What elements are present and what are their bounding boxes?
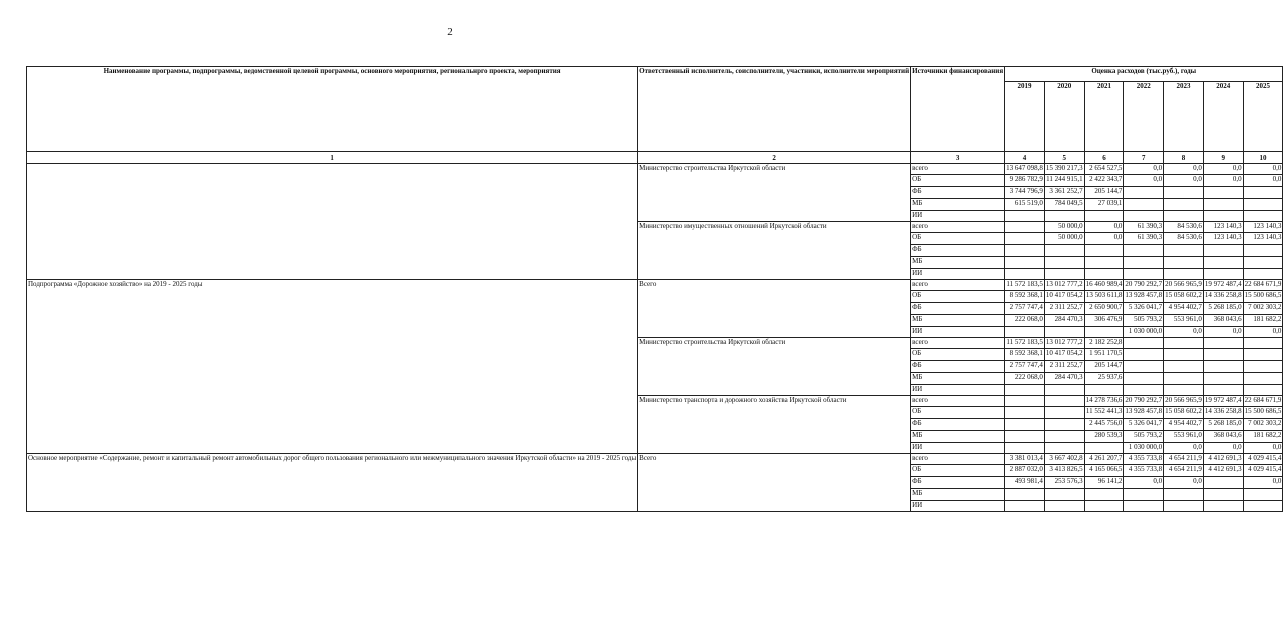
column-number: 8 [1164, 152, 1204, 164]
amount-cell: 0,0 [1243, 164, 1283, 175]
amount-cell [1164, 361, 1204, 373]
amount-cell [1044, 501, 1084, 512]
funding-source: всего [911, 280, 1005, 291]
amount-cell [1243, 199, 1283, 211]
amount-cell [1164, 269, 1204, 280]
amount-cell [1243, 349, 1283, 361]
amount-cell: 0,0 [1164, 327, 1204, 338]
header-source: Источники финансирования [911, 67, 1005, 152]
amount-cell: 5 268 185,0 [1203, 419, 1243, 431]
amount-cell: 15 058 602,2 [1164, 407, 1204, 419]
funding-source: МБ [911, 315, 1005, 327]
header-year: 2020 [1044, 82, 1084, 152]
table-row [27, 164, 1283, 175]
amount-cell [1203, 385, 1243, 396]
amount-cell: 15 058 602,2 [1164, 291, 1204, 303]
amount-cell: 2 757 747,4 [1005, 303, 1045, 315]
amount-cell [1044, 245, 1084, 257]
funding-source: МБ [911, 489, 1005, 501]
funding-source: МБ [911, 373, 1005, 385]
amount-cell [1005, 257, 1045, 269]
amount-cell: 15 390 217,3 [1044, 164, 1084, 175]
page-number: 2 [447, 26, 453, 38]
amount-cell [1124, 269, 1164, 280]
amount-cell: 84 530,6 [1164, 222, 1204, 233]
amount-cell: 11 244 915,1 [1044, 175, 1084, 187]
amount-cell: 7 002 303,2 [1243, 303, 1283, 315]
amount-cell: 0,0 [1164, 164, 1204, 175]
column-number: 10 [1243, 152, 1283, 164]
funding-source: ОБ [911, 465, 1005, 477]
amount-cell: 8 592 368,1 [1005, 291, 1045, 303]
amount-cell: 15 500 686,5 [1243, 407, 1283, 419]
amount-cell: 7 002 303,2 [1243, 419, 1283, 431]
amount-cell: 0,0 [1203, 327, 1243, 338]
amount-cell [1164, 349, 1204, 361]
amount-cell [1005, 233, 1045, 245]
amount-cell [1044, 419, 1084, 431]
amount-cell: 123 140,3 [1203, 222, 1243, 233]
amount-cell: 2 757 747,4 [1005, 361, 1045, 373]
funding-source: МБ [911, 431, 1005, 443]
amount-cell [1243, 385, 1283, 396]
header-year: 2025 [1243, 82, 1283, 152]
amount-cell: 4 954 402,7 [1164, 303, 1204, 315]
amount-cell: 4 654 211,9 [1164, 454, 1204, 465]
amount-cell: 8 592 368,1 [1005, 349, 1045, 361]
amount-cell [1203, 361, 1243, 373]
table-row [27, 280, 1283, 291]
amount-cell: 10 417 054,2 [1044, 291, 1084, 303]
amount-cell [1084, 257, 1124, 269]
amount-cell: 3 744 796,9 [1005, 187, 1045, 199]
amount-cell: 2 311 252,7 [1044, 303, 1084, 315]
amount-cell: 0,0 [1243, 175, 1283, 187]
amount-cell: 22 684 671,9 [1243, 280, 1283, 291]
header-year: 2019 [1005, 82, 1045, 152]
amount-cell [1005, 501, 1045, 512]
amount-cell: 5 326 041,7 [1124, 419, 1164, 431]
header-name: Наименование программы, подпрограммы, ведомственной целевой программы, основного мероприятия, региональнрго проекта, мероприятия [27, 67, 638, 152]
column-number: 5 [1044, 152, 1084, 164]
amount-cell [1044, 489, 1084, 501]
amount-cell [1005, 489, 1045, 501]
amount-cell [1164, 501, 1204, 512]
amount-cell: 84 530,6 [1164, 233, 1204, 245]
amount-cell: 4 654 211,9 [1164, 465, 1204, 477]
amount-cell [1203, 501, 1243, 512]
amount-cell: 0,0 [1164, 443, 1204, 454]
amount-cell: 61 390,3 [1124, 222, 1164, 233]
amount-cell: 2 182 252,8 [1084, 338, 1124, 349]
amount-cell: 4 355 733,8 [1124, 465, 1164, 477]
funding-source: ФБ [911, 477, 1005, 489]
amount-cell: 11 552 441,3 [1084, 407, 1124, 419]
funding-source: ИИ [911, 327, 1005, 338]
amount-cell: 0,0 [1203, 443, 1243, 454]
amount-cell [1044, 431, 1084, 443]
amount-cell [1084, 211, 1124, 222]
executor-name: Министерство строительства Иркутской области [638, 338, 911, 396]
amount-cell: 5 326 041,7 [1124, 303, 1164, 315]
amount-cell: 27 039,1 [1084, 199, 1124, 211]
amount-cell [1124, 187, 1164, 199]
funding-source: МБ [911, 199, 1005, 211]
amount-cell: 0,0 [1243, 327, 1283, 338]
funding-source: ФБ [911, 361, 1005, 373]
amount-cell: 50 000,0 [1044, 222, 1084, 233]
amount-cell [1164, 187, 1204, 199]
amount-cell [1005, 327, 1045, 338]
amount-cell: 368 043,6 [1203, 315, 1243, 327]
amount-cell: 181 682,2 [1243, 431, 1283, 443]
amount-cell [1164, 489, 1204, 501]
amount-cell [1164, 257, 1204, 269]
amount-cell: 20 790 292,7 [1124, 280, 1164, 291]
amount-cell [1203, 349, 1243, 361]
amount-cell [1044, 211, 1084, 222]
amount-cell: 11 572 183,5 [1005, 338, 1045, 349]
amount-cell [1243, 245, 1283, 257]
funding-source: ФБ [911, 245, 1005, 257]
amount-cell [1243, 187, 1283, 199]
amount-cell: 0,0 [1084, 222, 1124, 233]
program-name [27, 164, 638, 280]
amount-cell: 14 278 736,6 [1084, 396, 1124, 407]
amount-cell [1243, 373, 1283, 385]
amount-cell: 615 519,0 [1005, 199, 1045, 211]
header-expenses: Оценка расходов (тыс.руб.), годы [1005, 67, 1283, 82]
amount-cell: 253 576,3 [1044, 477, 1084, 489]
amount-cell: 1 030 000,0 [1124, 443, 1164, 454]
amount-cell: 4 261 207,7 [1084, 454, 1124, 465]
amount-cell [1044, 385, 1084, 396]
amount-cell [1124, 385, 1164, 396]
amount-cell: 3 361 252,7 [1044, 187, 1084, 199]
column-number: 7 [1124, 152, 1164, 164]
amount-cell [1203, 257, 1243, 269]
amount-cell [1044, 443, 1084, 454]
amount-cell [1164, 211, 1204, 222]
amount-cell: 19 972 487,4 [1203, 280, 1243, 291]
amount-cell: 3 381 013,4 [1005, 454, 1045, 465]
amount-cell: 4 412 691,3 [1203, 454, 1243, 465]
amount-cell: 50 000,0 [1044, 233, 1084, 245]
program-name: Основное мероприятие «Содержание, ремонт и капитальный ремонт автомобильных дорог общего пользования регионального или межмуниципального значения Иркутской области» на 2019 - 2025 годы [27, 454, 638, 512]
header-year: 2022 [1124, 82, 1164, 152]
executor-name: Министерство строительства Иркутской области [638, 164, 911, 222]
amount-cell: 2 887 032,0 [1005, 465, 1045, 477]
funding-source: ИИ [911, 385, 1005, 396]
amount-cell [1203, 187, 1243, 199]
amount-cell [1164, 199, 1204, 211]
amount-cell [1203, 338, 1243, 349]
table-row [27, 454, 1283, 465]
expenses-table [26, 66, 1283, 512]
amount-cell: 4 954 402,7 [1164, 419, 1204, 431]
column-number: 4 [1005, 152, 1045, 164]
column-number: 2 [638, 152, 911, 164]
funding-source: МБ [911, 257, 1005, 269]
amount-cell [1005, 407, 1045, 419]
amount-cell: 0,0 [1084, 233, 1124, 245]
amount-cell: 4 412 691,3 [1203, 465, 1243, 477]
amount-cell [1044, 257, 1084, 269]
amount-cell: 0,0 [1124, 175, 1164, 187]
amount-cell [1005, 419, 1045, 431]
amount-cell: 123 140,3 [1243, 233, 1283, 245]
amount-cell [1124, 211, 1164, 222]
amount-cell [1044, 407, 1084, 419]
program-name: Подпрограмма «Дорожное хозяйство» на 2019 - 2025 годы [27, 280, 638, 454]
column-number: 3 [911, 152, 1005, 164]
amount-cell: 14 336 258,8 [1203, 407, 1243, 419]
amount-cell [1203, 269, 1243, 280]
amount-cell [1005, 211, 1045, 222]
funding-source: ФБ [911, 419, 1005, 431]
amount-cell: 15 500 686,5 [1243, 291, 1283, 303]
amount-cell [1005, 443, 1045, 454]
amount-cell [1243, 361, 1283, 373]
funding-source: ОБ [911, 175, 1005, 187]
amount-cell: 96 141,2 [1084, 477, 1124, 489]
amount-cell: 2 422 343,7 [1084, 175, 1124, 187]
amount-cell: 306 476,9 [1084, 315, 1124, 327]
amount-cell [1164, 385, 1204, 396]
funding-source: ФБ [911, 187, 1005, 199]
amount-cell [1164, 338, 1204, 349]
funding-source: ФБ [911, 303, 1005, 315]
amount-cell: 280 539,3 [1084, 431, 1124, 443]
amount-cell: 2 650 900,7 [1084, 303, 1124, 315]
amount-cell: 368 043,6 [1203, 431, 1243, 443]
amount-cell: 10 417 054,2 [1044, 349, 1084, 361]
amount-cell: 505 793,2 [1124, 315, 1164, 327]
amount-cell: 1 951 170,5 [1084, 349, 1124, 361]
amount-cell [1084, 385, 1124, 396]
amount-cell: 13 503 611,8 [1084, 291, 1124, 303]
amount-cell [1124, 257, 1164, 269]
amount-cell: 0,0 [1243, 443, 1283, 454]
funding-source: ИИ [911, 211, 1005, 222]
amount-cell: 0,0 [1124, 164, 1164, 175]
amount-cell: 0,0 [1203, 175, 1243, 187]
executor-name: Всего [638, 454, 911, 512]
amount-cell: 22 684 671,9 [1243, 396, 1283, 407]
amount-cell [1203, 477, 1243, 489]
amount-cell [1084, 489, 1124, 501]
amount-cell: 205 144,7 [1084, 361, 1124, 373]
header-executor: Ответственный исполнитель, соисполнители, участники, исполнители мероприятий [638, 67, 911, 152]
amount-cell: 61 390,3 [1124, 233, 1164, 245]
amount-cell [1005, 222, 1045, 233]
amount-cell: 181 682,2 [1243, 315, 1283, 327]
column-number: 1 [27, 152, 638, 164]
amount-cell: 553 961,0 [1164, 315, 1204, 327]
funding-source: ИИ [911, 443, 1005, 454]
funding-source: ОБ [911, 291, 1005, 303]
amount-cell: 13 928 457,8 [1124, 407, 1164, 419]
funding-source: ОБ [911, 349, 1005, 361]
amount-cell: 2 654 527,5 [1084, 164, 1124, 175]
amount-cell: 0,0 [1124, 477, 1164, 489]
amount-cell [1124, 501, 1164, 512]
funding-source: всего [911, 222, 1005, 233]
amount-cell: 284 470,3 [1044, 315, 1084, 327]
amount-cell: 284 470,3 [1044, 373, 1084, 385]
amount-cell [1005, 269, 1045, 280]
amount-cell [1243, 489, 1283, 501]
amount-cell [1203, 373, 1243, 385]
amount-cell [1164, 373, 1204, 385]
amount-cell [1124, 245, 1164, 257]
funding-source: всего [911, 338, 1005, 349]
amount-cell [1203, 489, 1243, 501]
amount-cell [1124, 199, 1164, 211]
amount-cell: 3 667 402,8 [1044, 454, 1084, 465]
executor-name: Министерство транспорта и дорожного хозяйства Иркутской области [638, 396, 911, 454]
amount-cell [1164, 245, 1204, 257]
amount-cell [1084, 327, 1124, 338]
amount-cell: 123 140,3 [1203, 233, 1243, 245]
amount-cell [1005, 385, 1045, 396]
column-number: 6 [1084, 152, 1124, 164]
amount-cell: 9 286 782,9 [1005, 175, 1045, 187]
amount-cell: 13 012 777,2 [1044, 280, 1084, 291]
funding-source: ИИ [911, 269, 1005, 280]
amount-cell: 4 165 066,5 [1084, 465, 1124, 477]
amount-cell [1243, 269, 1283, 280]
amount-cell: 14 336 258,8 [1203, 291, 1243, 303]
funding-source: ОБ [911, 407, 1005, 419]
amount-cell [1044, 269, 1084, 280]
amount-cell [1084, 501, 1124, 512]
amount-cell: 0,0 [1164, 477, 1204, 489]
funding-source: всего [911, 454, 1005, 465]
header-year: 2021 [1084, 82, 1124, 152]
amount-cell: 5 268 185,0 [1203, 303, 1243, 315]
funding-source: всего [911, 396, 1005, 407]
amount-cell [1084, 443, 1124, 454]
amount-cell: 222 068,0 [1005, 315, 1045, 327]
amount-cell: 3 413 826,5 [1044, 465, 1084, 477]
amount-cell: 0,0 [1203, 164, 1243, 175]
amount-cell [1124, 489, 1164, 501]
amount-cell: 2 311 252,7 [1044, 361, 1084, 373]
amount-cell [1084, 245, 1124, 257]
amount-cell: 16 460 989,4 [1084, 280, 1124, 291]
amount-cell [1243, 338, 1283, 349]
amount-cell: 13 647 098,8 [1005, 164, 1045, 175]
amount-cell: 19 972 487,4 [1203, 396, 1243, 407]
amount-cell [1203, 199, 1243, 211]
amount-cell [1084, 269, 1124, 280]
column-number: 9 [1203, 152, 1243, 164]
amount-cell [1124, 349, 1164, 361]
amount-cell: 784 049,5 [1044, 199, 1084, 211]
amount-cell: 13 928 457,8 [1124, 291, 1164, 303]
funding-source: ОБ [911, 233, 1005, 245]
amount-cell [1203, 245, 1243, 257]
amount-cell [1005, 396, 1045, 407]
amount-cell: 553 961,0 [1164, 431, 1204, 443]
amount-cell [1243, 501, 1283, 512]
amount-cell: 13 012 777,2 [1044, 338, 1084, 349]
amount-cell: 2 445 756,0 [1084, 419, 1124, 431]
amount-cell: 493 981,4 [1005, 477, 1045, 489]
amount-cell [1124, 361, 1164, 373]
amount-cell: 4 355 733,8 [1124, 454, 1164, 465]
amount-cell [1124, 373, 1164, 385]
amount-cell: 1 030 000,0 [1124, 327, 1164, 338]
executor-name: Министерство имущественных отношений Иркутской области [638, 222, 911, 280]
amount-cell: 222 068,0 [1005, 373, 1045, 385]
amount-cell [1044, 396, 1084, 407]
amount-cell: 123 140,3 [1243, 222, 1283, 233]
amount-cell: 4 029 415,4 [1243, 454, 1283, 465]
amount-cell [1005, 245, 1045, 257]
amount-cell: 0,0 [1243, 477, 1283, 489]
amount-cell [1124, 338, 1164, 349]
header-year: 2023 [1164, 82, 1204, 152]
amount-cell: 20 790 292,7 [1124, 396, 1164, 407]
amount-cell: 505 793,2 [1124, 431, 1164, 443]
amount-cell: 205 144,7 [1084, 187, 1124, 199]
amount-cell: 11 572 183,5 [1005, 280, 1045, 291]
amount-cell [1203, 211, 1243, 222]
amount-cell: 0,0 [1164, 175, 1204, 187]
amount-cell [1243, 211, 1283, 222]
amount-cell: 4 029 415,4 [1243, 465, 1283, 477]
funding-source: всего [911, 164, 1005, 175]
amount-cell: 25 937,6 [1084, 373, 1124, 385]
amount-cell: 20 566 965,9 [1164, 280, 1204, 291]
executor-name: Всего [638, 280, 911, 338]
amount-cell: 20 566 965,9 [1164, 396, 1204, 407]
funding-source: ИИ [911, 501, 1005, 512]
header-year: 2024 [1203, 82, 1243, 152]
amount-cell [1044, 327, 1084, 338]
amount-cell [1005, 431, 1045, 443]
amount-cell [1243, 257, 1283, 269]
